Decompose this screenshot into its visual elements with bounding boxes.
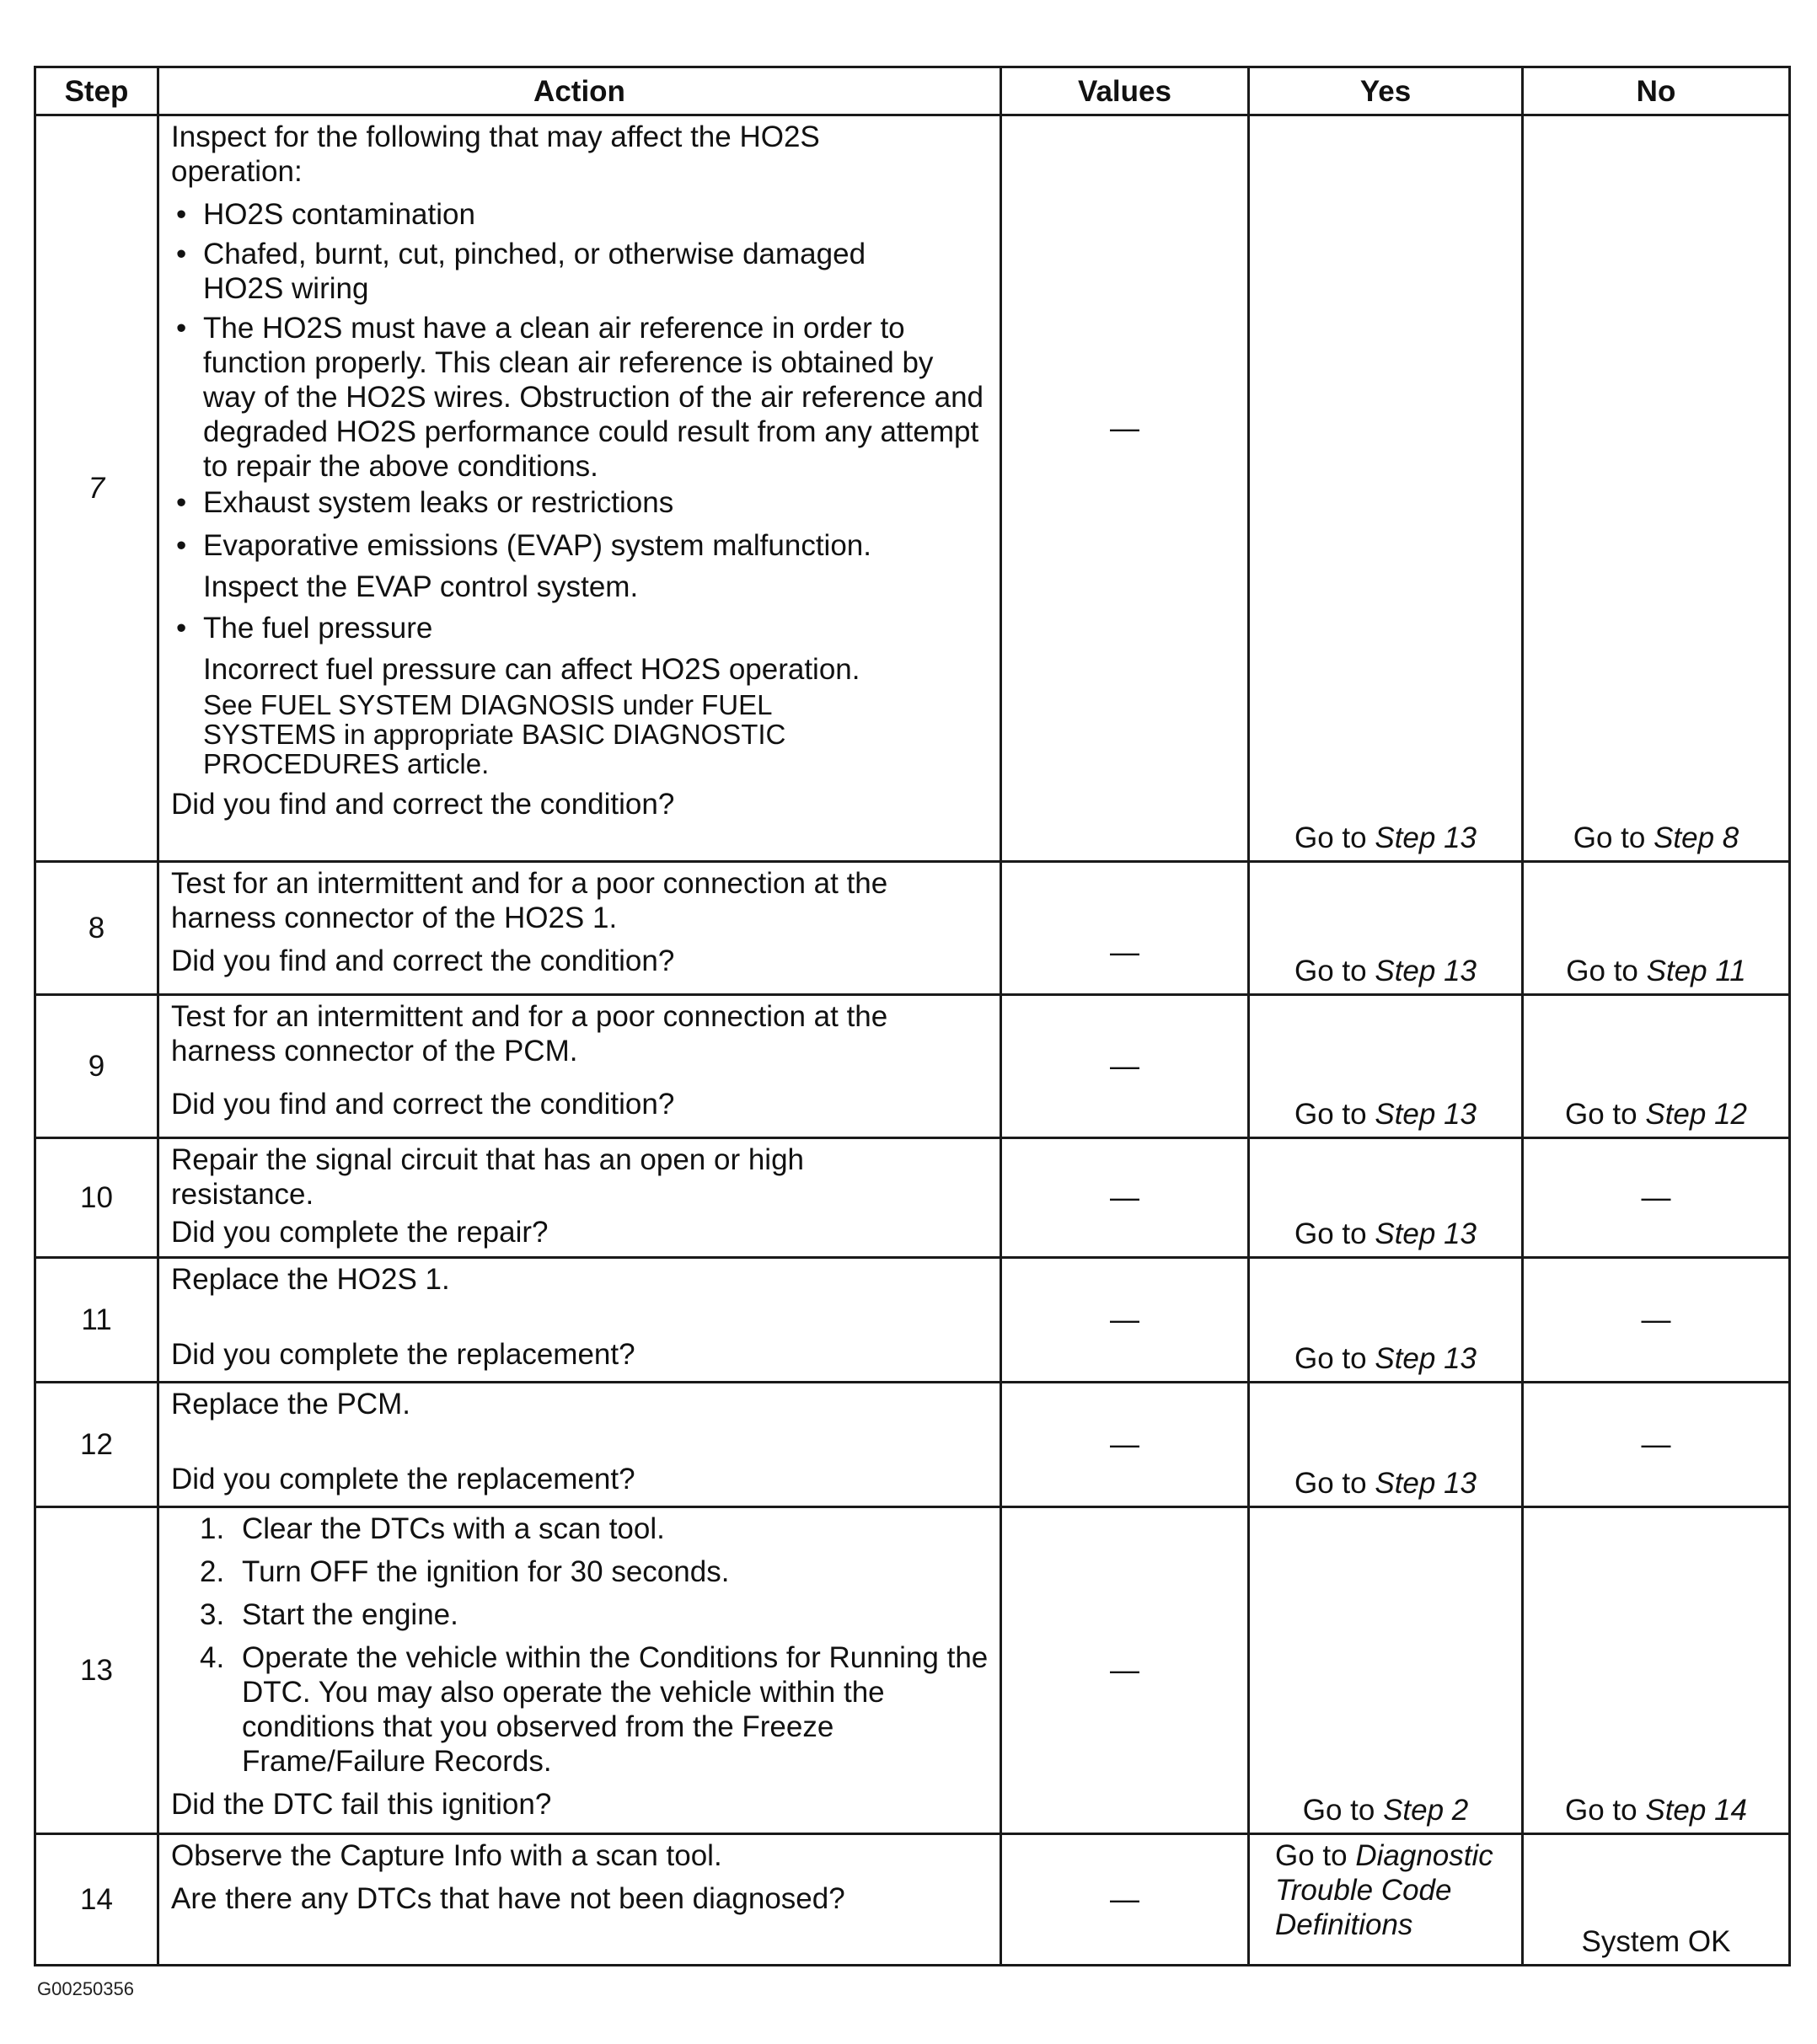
inspection-list <box>171 197 991 779</box>
list-item: 3. Start the engine. <box>200 1598 458 1631</box>
evap-bullet-text: Evaporative emissions (EVAP) system malfunction. <box>203 529 871 562</box>
yes-cell: Go to Step 13 <box>1249 1138 1523 1258</box>
header-row <box>35 67 1790 115</box>
yes-cell: Go to Step 13 <box>1249 1258 1523 1383</box>
dtc-definitions-reference: Diagnostic Trouble Code Definitions <box>1275 1839 1493 1941</box>
table-row-step-13 <box>35 1507 1790 1834</box>
table-row-step-8 <box>35 862 1790 995</box>
values-cell: — <box>1001 1138 1249 1258</box>
action-cell <box>158 862 1001 995</box>
action-cell <box>158 1383 1001 1507</box>
no-cell: Go to Step 11 <box>1523 862 1790 995</box>
yes-cell: Go to Step 13 <box>1249 1383 1523 1507</box>
table-row-step-12 <box>35 1383 1790 1507</box>
action-cell <box>158 1834 1001 1966</box>
list-item: • The HO2S must have a clean air reference in order to function properly. This clean air reference is obtained by way of the HO2S wires. Obstruction of the air reference and degraded HO2S performance could result from any attempt to repair the above conditions. <box>203 311 991 484</box>
header-step: Step <box>35 67 158 115</box>
no-cell: Go to Step 12 <box>1523 995 1790 1138</box>
action-question: Did you complete the repair? <box>171 1216 549 1249</box>
figure-id: G00250356 <box>37 1978 134 1999</box>
action-question: Did you complete the replacement? <box>171 1463 635 1496</box>
evap-note: Inspect the EVAP control system. <box>203 570 639 603</box>
list-item: • Chafed, burnt, cut, pinched, or otherwise damaged HO2S wiring <box>203 237 928 306</box>
list-item: 1. Clear the DTCs with a scan tool. <box>200 1512 665 1545</box>
list-item: • HO2S contamination <box>203 197 991 232</box>
action-text: Test for an intermittent and for a poor connection at the harness connector of the HO2S 1. <box>171 867 888 934</box>
action-text: Repair the signal circuit that has an open or high resistance. <box>171 1143 805 1211</box>
fuel-bullet-text: The fuel pressure <box>203 612 433 645</box>
header-yes: Yes <box>1249 67 1523 115</box>
no-cell: System OK <box>1523 1834 1790 1966</box>
list-item: 2. Turn OFF the ignition for 30 seconds. <box>200 1555 730 1588</box>
procedure-list <box>171 1512 991 1779</box>
table-row-step-10 <box>35 1138 1790 1258</box>
step-number: 13 <box>35 1507 158 1834</box>
values-cell: — <box>1001 1383 1249 1507</box>
action-intro: Inspect for the following that may affect the HO2S operation: <box>171 120 820 188</box>
yes-cell: Go to Diagnostic Trouble Code Definitions <box>1249 1834 1523 1966</box>
step-number: 8 <box>35 862 158 995</box>
list-number: 1. <box>200 1512 225 1545</box>
action-question: Did the DTC fail this ignition? <box>171 1788 552 1821</box>
table-row-step-7 <box>35 115 1790 862</box>
fuel-see-reference: See FUEL SYSTEM DIAGNOSIS under FUEL SYSTEMS in appropriate BASIC DIAGNOSTIC PROCEDURES article. <box>203 689 786 779</box>
values-cell: — <box>1001 862 1249 995</box>
list-number: 4. <box>200 1641 225 1674</box>
action-question: Did you find and correct the condition? <box>171 788 675 821</box>
header-action: Action <box>158 67 1001 115</box>
action-cell <box>158 1138 1001 1258</box>
action-text: Replace the PCM. <box>171 1388 411 1421</box>
action-question: Did you find and correct the condition? <box>171 1088 675 1121</box>
no-cell: — <box>1523 1383 1790 1507</box>
action-text: Observe the Capture Info with a scan tool. <box>171 1839 722 1872</box>
action-text: Test for an intermittent and for a poor connection at the harness connector of the PCM. <box>171 1000 888 1067</box>
action-question: Did you find and correct the condition? <box>171 944 675 977</box>
list-number: 3. <box>200 1598 225 1631</box>
list-item <box>203 611 991 779</box>
step-number: 14 <box>35 1834 158 1966</box>
yes-cell: Go to Step 2 <box>1249 1507 1523 1834</box>
action-cell <box>158 1258 1001 1383</box>
action-cell <box>158 1507 1001 1834</box>
no-cell: — <box>1523 1258 1790 1383</box>
list-item: • Exhaust system leaks or restrictions <box>203 485 991 520</box>
values-cell: — <box>1001 115 1249 862</box>
values-cell: — <box>1001 1834 1249 1966</box>
action-cell <box>158 995 1001 1138</box>
step-number: 7 <box>35 115 158 862</box>
yes-cell: Go to Step 13 <box>1249 115 1523 862</box>
action-cell <box>158 115 1001 862</box>
no-cell: — <box>1523 1138 1790 1258</box>
fuel-note: Incorrect fuel pressure can affect HO2S operation. <box>203 653 860 686</box>
values-cell: — <box>1001 1507 1249 1834</box>
step-number: 9 <box>35 995 158 1138</box>
values-cell: — <box>1001 1258 1249 1383</box>
list-item: 4. Operate the vehicle within the Conditions for Running the DTC. You may also operate the vehicle within the conditions that you observed from the Freeze Frame/Failure Records. <box>200 1641 989 1778</box>
step-number: 10 <box>35 1138 158 1258</box>
action-question: Did you complete the replacement? <box>171 1338 635 1371</box>
header-values: Values <box>1001 67 1249 115</box>
header-no: No <box>1523 67 1790 115</box>
table-row-step-9 <box>35 995 1790 1138</box>
diagnostic-table <box>34 66 1791 1966</box>
list-item <box>203 528 991 604</box>
list-number: 2. <box>200 1555 225 1588</box>
no-cell: Go to Step 14 <box>1523 1507 1790 1834</box>
action-text: Replace the HO2S 1. <box>171 1263 450 1296</box>
step-number: 11 <box>35 1258 158 1383</box>
action-question: Are there any DTCs that have not been diagnosed? <box>171 1882 845 1915</box>
values-cell: — <box>1001 995 1249 1138</box>
yes-cell: Go to Step 13 <box>1249 995 1523 1138</box>
yes-cell: Go to Step 13 <box>1249 862 1523 995</box>
table-row-step-11 <box>35 1258 1790 1383</box>
step-number: 12 <box>35 1383 158 1507</box>
table-row-step-14 <box>35 1834 1790 1966</box>
no-cell: Go to Step 8 <box>1523 115 1790 862</box>
